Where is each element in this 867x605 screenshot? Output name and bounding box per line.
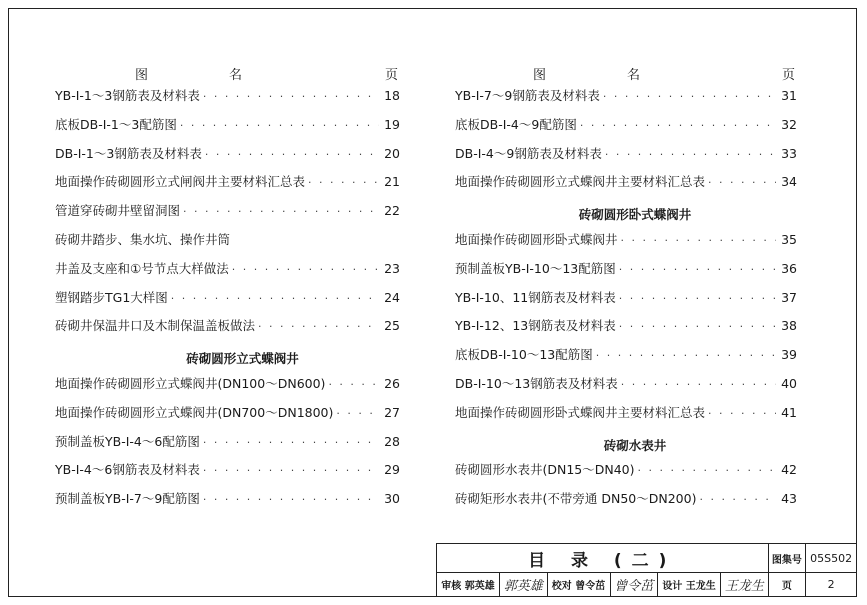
toc-entry[interactable] — [55, 288, 400, 317]
sheet-title: 目 录 (二) — [437, 544, 769, 573]
toc-leader-dots — [171, 292, 379, 305]
toc-entry-page: 37 — [781, 289, 797, 305]
toc-entry[interactable] — [55, 432, 400, 461]
toc-leader-dots — [619, 292, 776, 305]
toc-leader-dots — [232, 263, 379, 276]
check-label: 校对 曾令茁 — [547, 573, 610, 597]
toc-entry[interactable] — [55, 230, 400, 259]
toc-entry-title: 砖砌矩形水表井(不带旁通 DN50～DN200) — [455, 491, 697, 507]
header-col-page: 页 — [781, 68, 795, 83]
header-col-page: 页 — [384, 68, 398, 83]
toc-entry-page: 18 — [384, 88, 400, 103]
toc-entry[interactable] — [55, 403, 400, 432]
toc-entry-title: 地面操作砖砌圆形立式蝶阀井(DN700～DN1800) — [55, 404, 334, 420]
toc-leader-dots — [638, 464, 776, 477]
designer-name: 王龙生 — [685, 581, 716, 592]
atlas-number: 05S502 — [806, 544, 857, 573]
toc-leader-dots — [603, 90, 776, 103]
toc-entry[interactable] — [455, 172, 797, 201]
toc-entry[interactable] — [455, 345, 797, 374]
toc-leader-dots — [619, 263, 776, 276]
atlas-number-label: 图集号 — [768, 544, 806, 573]
toc-entry[interactable] — [55, 316, 400, 345]
toc-section-heading: 砖砌圆形立式蝶阀井 — [186, 351, 299, 367]
toc-entry-title: 管道穿砖砌井壁留洞图 — [55, 203, 181, 219]
toc-entry-title: 地面操作砖砌圆形卧式蝶阀井 — [455, 231, 618, 247]
toc-entry-page: 33 — [781, 145, 797, 161]
toc-entry-page: 34 — [781, 174, 797, 190]
toc-leader-dots — [708, 407, 776, 420]
toc-entry[interactable] — [55, 144, 400, 173]
toc-entry-title: 预制盖板YB-Ⅰ-10～13配筋图 — [455, 260, 616, 276]
toc-entry[interactable] — [455, 230, 797, 259]
toc-entry-page: 25 — [384, 318, 400, 334]
toc-entry-page: 43 — [781, 491, 797, 507]
toc-leader-dots — [205, 148, 379, 161]
toc-entry[interactable] — [55, 201, 400, 230]
toc-entry-title: 井盖及支座和①号节点大样做法 — [55, 260, 229, 276]
toc-entry-page: 24 — [384, 289, 400, 305]
toc-entry-title: YB-Ⅰ-4～6钢筋表及材料表 — [55, 462, 200, 478]
toc-leader-dots — [580, 119, 776, 132]
toc-entry[interactable] — [455, 403, 797, 432]
toc-entry-title: 预制盖板YB-Ⅰ-4～6配筋图 — [55, 433, 200, 449]
checker-name: 曾令茁 — [575, 581, 606, 592]
title-block — [436, 543, 857, 597]
toc-entry-page: 35 — [781, 231, 797, 247]
toc-leader-dots — [258, 320, 379, 333]
toc-left-column — [55, 64, 400, 518]
toc-leader-dots — [328, 378, 379, 391]
toc-entry-page: 30 — [384, 491, 400, 507]
toc-entry-page: 27 — [384, 404, 400, 420]
toc-entry-page: 20 — [384, 145, 400, 161]
toc-entry-title: 砖砌井保温井口及木制保温盖板做法 — [55, 318, 256, 334]
toc-entry-title: 地面操作砖砌圆形立式闸阀井主要材料汇总表 — [55, 174, 306, 190]
toc-entry-page: 23 — [384, 260, 400, 276]
toc-entry-page: 19 — [384, 116, 400, 132]
reviewer-signature: 郭英雄 — [500, 573, 547, 597]
toc-entry-title: YB-Ⅰ-12、13钢筋表及材料表 — [455, 318, 616, 334]
toc-entry[interactable] — [55, 489, 400, 518]
toc-entry[interactable] — [55, 172, 400, 201]
toc-leader-dots — [336, 407, 379, 420]
page-number: 2 — [806, 573, 857, 597]
toc-leader-dots — [605, 148, 776, 161]
toc-entry[interactable] — [455, 374, 797, 403]
toc-leader-dots — [621, 378, 776, 391]
toc-entry-title: 砖砌井踏步、集水坑、操作井筒 — [55, 231, 231, 247]
toc-leader-dots — [203, 90, 379, 103]
toc-entry-title: 底板DB-Ⅰ-1～3配筋图 — [55, 116, 177, 132]
toc-entry-page: 36 — [781, 260, 797, 276]
toc-entry[interactable] — [455, 489, 797, 518]
toc-entry[interactable] — [55, 460, 400, 489]
toc-leader-dots — [308, 176, 379, 189]
toc-entry[interactable] — [55, 259, 400, 288]
toc-leader-dots — [203, 436, 379, 449]
toc-leader-dots — [183, 205, 379, 218]
toc-entry-page: 42 — [781, 462, 797, 478]
toc-entry[interactable] — [455, 86, 797, 115]
toc-leader-dots — [596, 349, 776, 362]
toc-entry-title: YB-Ⅰ-1～3钢筋表及材料表 — [55, 88, 200, 103]
toc-entry-title: DB-Ⅰ-4～9钢筋表及材料表 — [455, 145, 602, 161]
toc-entry-title: 地面操作砖砌圆形立式蝶阀井主要材料汇总表 — [455, 174, 706, 190]
toc-entry-title: 塑钢踏步TG1大样图 — [55, 289, 168, 305]
reviewer-name: 郭英雄 — [464, 581, 495, 592]
toc-entry-page: 21 — [384, 174, 400, 190]
toc-leader-dots — [180, 119, 379, 132]
toc-entry-page: 22 — [384, 203, 400, 219]
toc-leader-dots — [619, 320, 776, 333]
toc-entry-page: 31 — [781, 88, 797, 103]
toc-entry-title: 砖砌圆形水表井(DN15～DN40) — [455, 462, 635, 478]
toc-entry-title: DB-Ⅰ-1～3钢筋表及材料表 — [55, 145, 202, 161]
toc-leader-dots — [708, 176, 776, 189]
toc-entry-page: 39 — [781, 347, 797, 363]
toc-entry-title: YB-Ⅰ-10、11钢筋表及材料表 — [455, 289, 616, 305]
toc-entry-page: 41 — [781, 404, 797, 420]
toc-entry-title: 预制盖板YB-Ⅰ-7～9配筋图 — [55, 491, 200, 507]
toc-header — [55, 64, 400, 86]
toc-entry-title: 地面操作砖砌圆形立式蝶阀井(DN100～DN600) — [55, 375, 326, 391]
header-col-2: 名 — [627, 68, 641, 83]
toc-leader-dots — [621, 234, 776, 247]
toc-entry[interactable] — [455, 115, 797, 144]
toc-entry-page: 38 — [781, 318, 797, 334]
toc-entry-page: 29 — [384, 462, 400, 478]
toc-entry[interactable] — [55, 115, 400, 144]
toc-section-heading: 砖砌水表井 — [603, 437, 667, 453]
header-col-1: 图 — [135, 68, 149, 83]
checker-signature: 曾令茁 — [610, 573, 657, 597]
toc-entry[interactable] — [55, 374, 400, 403]
toc-entry-page: 28 — [384, 433, 400, 449]
toc-entry-title: YB-Ⅰ-7～9钢筋表及材料表 — [455, 88, 600, 103]
header-col-1: 图 — [533, 68, 547, 83]
header-col-2: 名 — [229, 68, 243, 83]
toc-entry-title: 底板DB-Ⅰ-4～9配筋图 — [455, 116, 577, 132]
review-label: 审核 郭英雄 — [437, 573, 500, 597]
designer-signature: 王龙生 — [721, 573, 768, 597]
toc-entry-title: 地面操作砖砌圆形卧式蝶阀井主要材料汇总表 — [455, 404, 706, 420]
toc-entry-page: 40 — [781, 375, 797, 391]
toc-leader-dots — [699, 493, 776, 506]
toc-entry-title: DB-Ⅰ-10～13钢筋表及材料表 — [455, 375, 618, 391]
toc-entry-page: 32 — [781, 116, 797, 132]
toc-entry[interactable] — [455, 460, 797, 489]
page-label: 页 — [768, 573, 806, 597]
toc-entry[interactable] — [55, 86, 400, 115]
toc-entry[interactable] — [455, 288, 797, 317]
toc-entry-title: 底板DB-Ⅰ-10～13配筋图 — [455, 347, 593, 363]
toc-entry[interactable] — [455, 259, 797, 288]
toc-header — [455, 64, 797, 86]
toc-entry[interactable] — [455, 144, 797, 173]
toc-right-column — [455, 64, 797, 518]
design-label: 设计 王龙生 — [658, 573, 721, 597]
toc-leader-dots — [203, 464, 379, 477]
toc-entry-page: 26 — [384, 375, 400, 391]
toc-leader-dots — [203, 493, 379, 506]
toc-entry[interactable] — [455, 316, 797, 345]
toc-section-heading: 砖砌圆形卧式蝶阀井 — [578, 207, 692, 223]
